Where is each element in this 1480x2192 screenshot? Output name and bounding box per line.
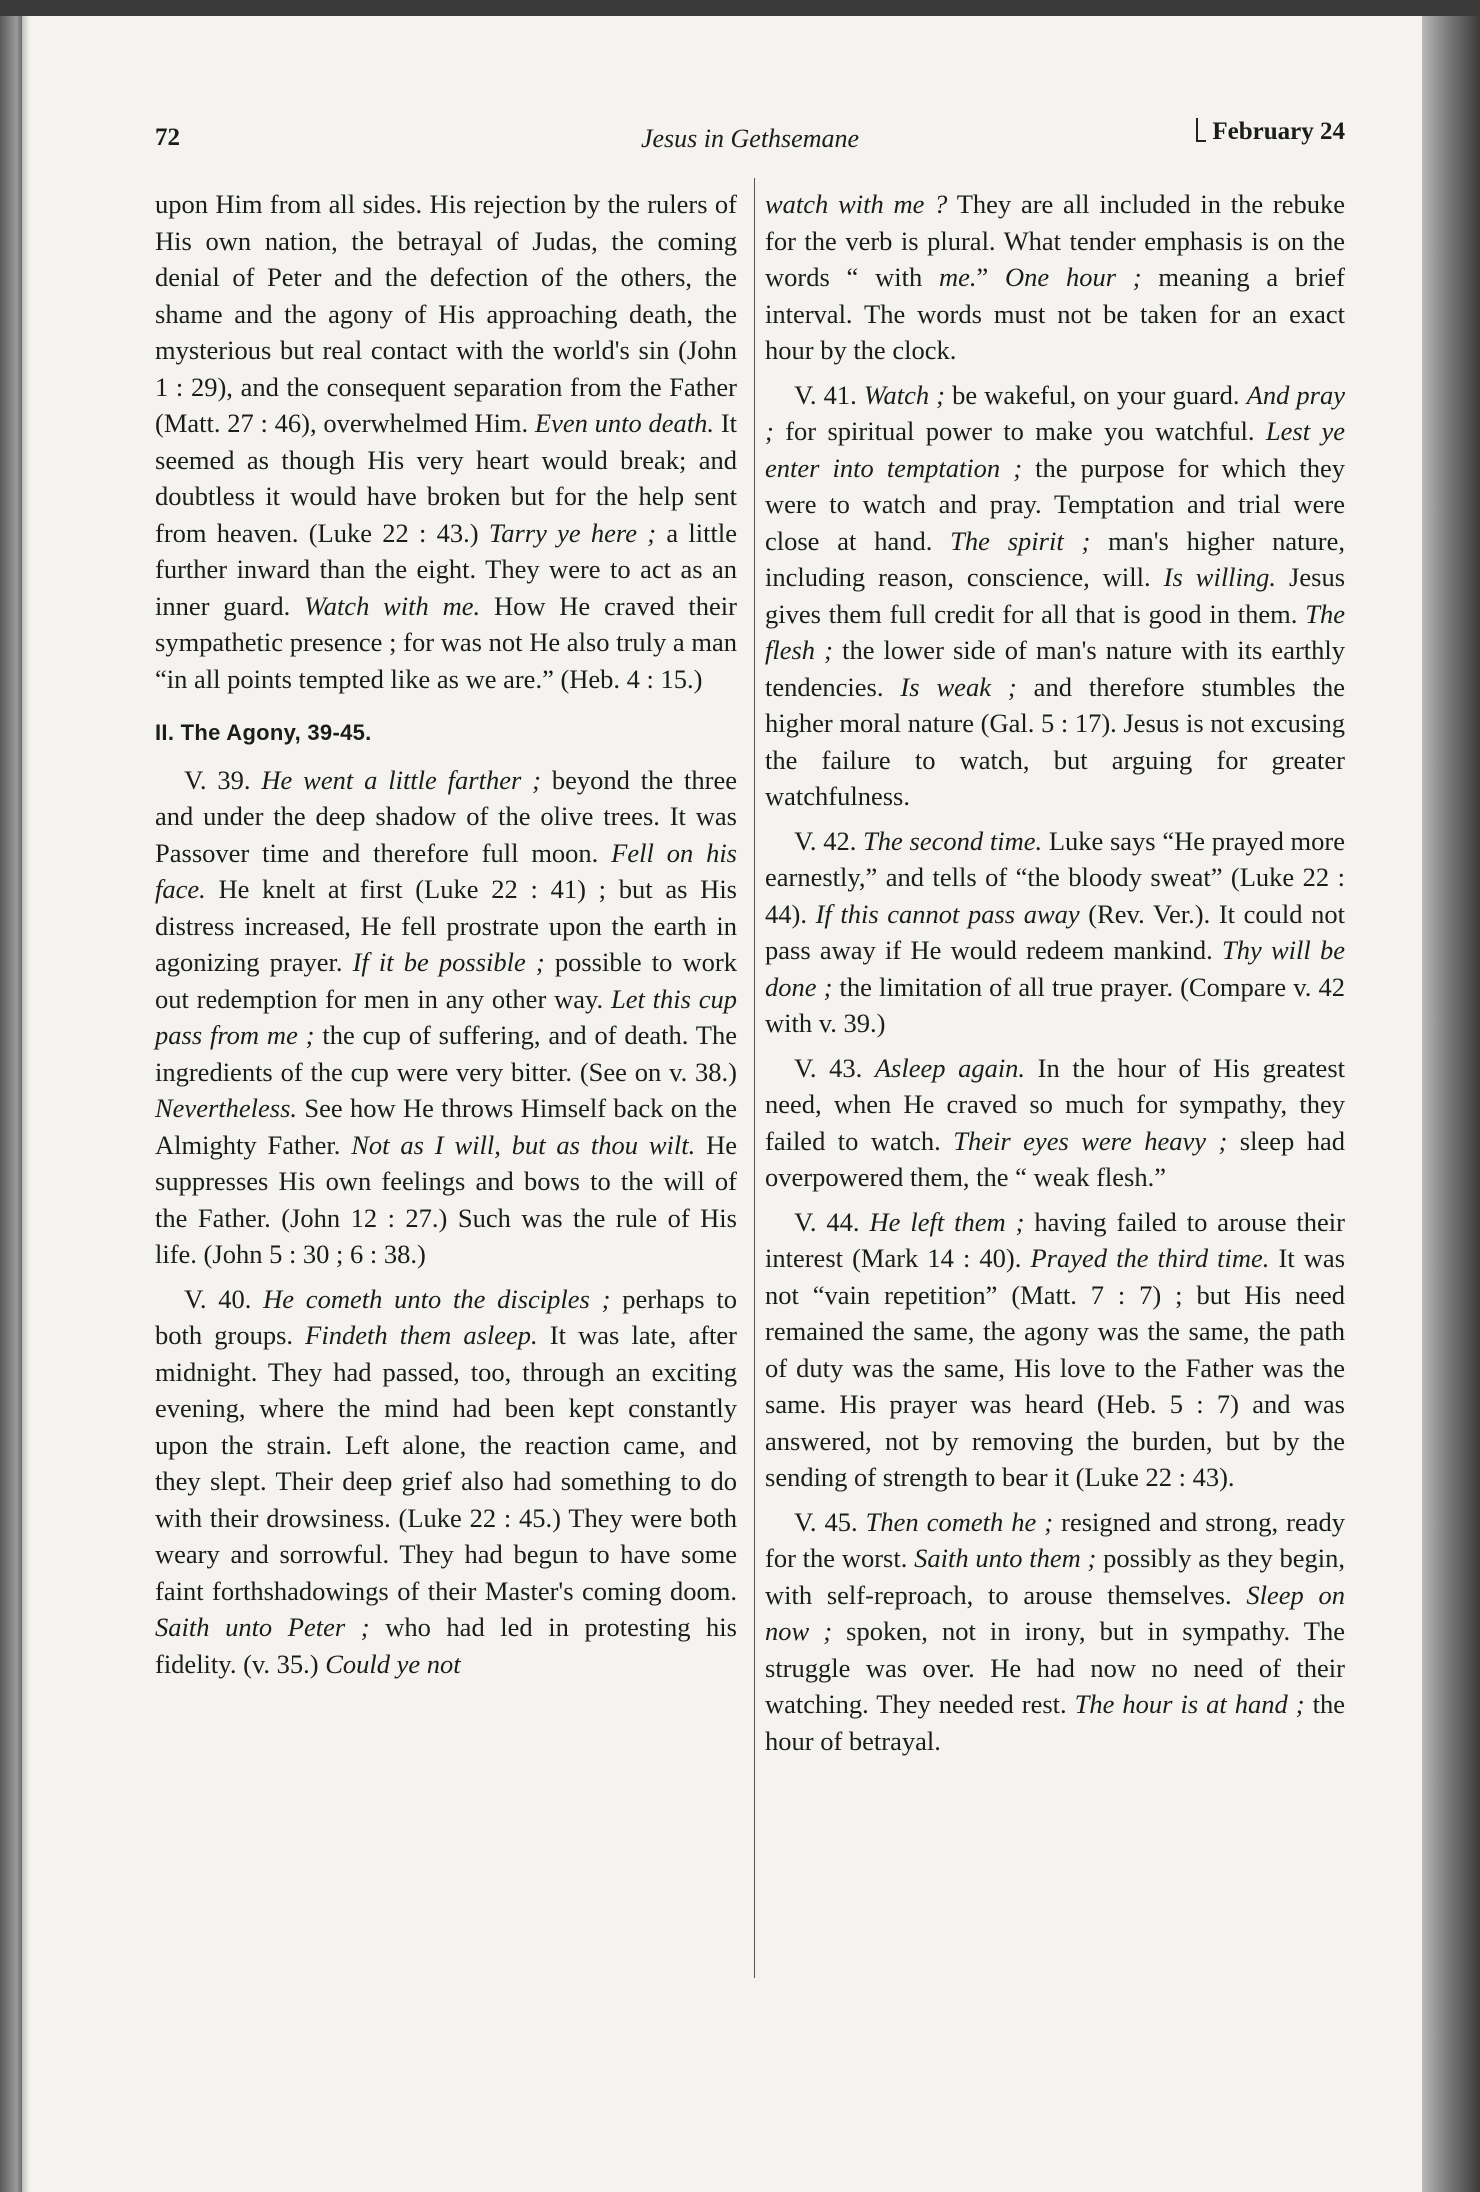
italic-phrase: He left them ; [869,1206,1025,1237]
text-run: V. 45. [794,1506,866,1537]
italic-phrase: Let this cup pass from me ; [155,983,737,1050]
text-run: beyond the three and under the deep shadow of the olive trees. It was Passover time and therefore full moon. [155,764,737,868]
text-run: V. 44. [794,1206,870,1237]
text-run: possibly as they begin, with self-reproach, to arouse themselves. [765,1543,1345,1610]
text-run: having failed to arouse their interest (Mark 14 : 40). [765,1206,1345,1273]
text-run: and therefore stumbles the higher moral nature (Gal. 5 : 17). Jesus is not excusing the failure to watch, but arguing for greater watchfulness. [765,671,1346,811]
italic-phrase: Is willing. [1163,562,1277,592]
italic-phrase: Watch ; [863,379,946,410]
italic-phrase: Then cometh he ; [865,1506,1054,1537]
paragraph [155,762,737,1273]
paragraph [765,1204,1345,1496]
section-heading: II. The Agony, 39-45. [155,720,372,745]
italic-phrase: Asleep again. [874,1052,1026,1083]
text-run: He suppresses His own feelings and bows to the will of the Father. (John 12 : 27.) Such was the rule of His life. (John 5 : 30 ; 6 : 38.) [155,1129,737,1269]
italic-phrase: Lest ye enter into temptation ; [765,416,1345,483]
paragraph [765,377,1345,815]
page-number: 72 [155,124,180,151]
italic-phrase: The spirit ; [950,525,1091,556]
text-run: the limitation of all true prayer. (Compare v. 42 with v. 39.) [765,971,1346,1038]
italic-phrase: Watch with me. [304,590,481,621]
right-column [765,186,1345,1759]
text-run: the lower side of man's nature with its earthly tendencies. [765,635,1346,702]
italic-phrase: One hour ; [1005,262,1142,292]
text-run: perhaps to both groups. [155,1283,737,1350]
italic-phrase: Saith unto them ; [914,1543,1097,1573]
text-run: How He craved their sympathetic presence ; for was not He also truly a man “in all points tempted like as we are.” (Heb. 4 : 15.) [155,590,737,694]
text-run: It was not “vain repetition” (Matt. 7 : 7) ; but His need remained the same, the agony was the same, the path of duty was the same, His love to the Father was the same. His prayer was heard (Heb. 5 : 7) and was answered, not by removing the burden, but by the sending of strength to bear it (Luke 22 : 43). [765,1243,1346,1492]
italic-phrase: Nevertheless. [155,1093,298,1123]
left-column [155,186,737,1682]
italic-phrase: He cometh unto the disciples ; [263,1283,611,1314]
italic-phrase: watch with me ? [765,189,948,219]
text-run: upon Him from all sides. His rejection by the rulers of His own nation, the betrayal of Judas, the coming denial of Peter and the defection of the others, the shame and the agony of His approaching death, the mysterious but real contact with the world's sin (John 1 : 29), and the consequent separation from the Father (Matt. 27 : 46), overwhelmed Him. [155,189,737,438]
text-run: V. 39. [184,764,262,795]
text-run: It was late, after midnight. They had passed, too, through an exciting evening, where the mind had been kept constantly upon the strain. Left alone, the reaction came, and they slept. Their deep grief also had something to do with their drowsiness. (Luke 22 : 45.) They were both weary and sorrowful. They had begun to have some faint forthshadowings of their Master's coming doom. [155,1320,738,1606]
text-run: a little further inward than the eight. They were to act as an inner guard. [155,517,737,621]
text-run: be wakeful, on your guard. [945,379,1247,410]
italic-phrase: Saith unto Peter ; [155,1612,370,1642]
text-run: Jesus gives them full credit for all that is good in them. [765,562,1346,629]
italic-phrase: Could ye not [325,1648,461,1679]
text-run: It seemed as though His very heart would break; and doubtless it would have broken but for the help sent from heaven. (Luke 22 : 43.) [155,408,738,548]
running-date-text: February 24 [1212,118,1345,145]
text-run: man's higher nature, including reason, conscience, will. [765,525,1346,592]
italic-phrase: The flesh ; [765,598,1345,665]
text-run: V. 41. [794,379,864,410]
text-run: They are all included in the rebuke for the verb is plural. What tender emphasis is on the words “ with [765,189,1345,292]
paragraph [765,1504,1345,1760]
text-run: the purpose for which they were to watch and pray. Temptation and trial were close at hand. [765,452,1345,556]
italic-phrase: Fell on his face. [155,837,737,904]
text-run: Luke says “He prayed more earnestly,” and tells of “the bloody sweat” (Luke 22 : 44). [765,825,1345,929]
text-run: the cup of suffering, and of death. The ingredients of the cup were very bitter. (See on v. 38.) [155,1020,737,1087]
italic-phrase: Not as I will, but as thou wilt. [351,1129,696,1160]
text-run: resigned and strong, ready for the worst. [765,1506,1345,1573]
italic-phrase: He went a little farther ; [261,764,541,795]
text-run: spoken, not in irony, but in sympathy. The struggle was over. He had now no need of their watching. They needed rest. [765,1616,1345,1719]
text-run: ” [976,262,1006,292]
paragraph [765,1050,1345,1196]
paragraph [155,186,737,697]
italic-phrase: The second time. [863,825,1043,856]
italic-phrase: Tarry ye here ; [488,517,657,548]
running-header [155,118,1345,158]
italic-phrase: Prayed the third time. [1030,1243,1270,1273]
text-run: possible to work out redemption for men in any other way. [155,947,738,1014]
column-rule [754,178,755,1978]
italic-phrase: If this cannot pass away [815,898,1080,929]
italic-phrase: Is weak ; [900,671,1017,702]
text-run: V. 42. [794,825,864,856]
italic-phrase: Thy will be done ; [765,935,1345,1002]
text-run: meaning a brief interval. The words must not be taken for an exact hour by the clock. [765,262,1345,365]
italic-phrase: Their eyes were heavy ; [953,1125,1228,1156]
text-run: In the hour of His greatest need, when He craved so much for sympathy, they failed to watch. [765,1052,1345,1156]
running-date [1196,118,1345,146]
text-run: (Rev. Ver.). It could not pass away if He would redeem mankind. [765,898,1345,965]
book-spine-edge [1422,16,1480,2192]
italic-phrase: The hour is at hand ; [1074,1689,1305,1719]
italic-phrase: Sleep on now ; [765,1579,1345,1646]
paragraph [155,1281,737,1683]
italic-phrase: And pray ; [765,379,1346,446]
paragraph [765,186,1345,369]
italic-phrase: If it be possible ; [352,947,545,977]
text-run: who had led in protesting his fidelity. (v. 35.) [155,1612,737,1679]
text-run: V. 43. [794,1052,875,1083]
bracket-mark [1196,118,1206,142]
text-run: for spiritual power to make you watchful. [773,416,1266,446]
running-title: Jesus in Gethsemane [640,124,860,153]
text-run: sleep had overpowered them, the “ weak flesh.” [765,1125,1345,1192]
text-run: V. 40. [184,1283,264,1314]
scan-top-edge [0,0,1480,16]
text-run: the hour of betrayal. [765,1689,1346,1756]
italic-phrase: Findeth them asleep. [305,1320,538,1350]
italic-phrase: Even unto death. [534,408,715,438]
italic-phrase: me. [938,262,977,292]
paragraph [765,823,1345,1042]
gutter-shadow [0,16,30,2192]
text-run: He knelt at first (Luke 22 : 41) ; but as His distress increased, He fell prostrate upon the earth in agonizing prayer. [155,874,737,977]
text-run: See how He throws Himself back on the Almighty Father. [155,1093,737,1160]
